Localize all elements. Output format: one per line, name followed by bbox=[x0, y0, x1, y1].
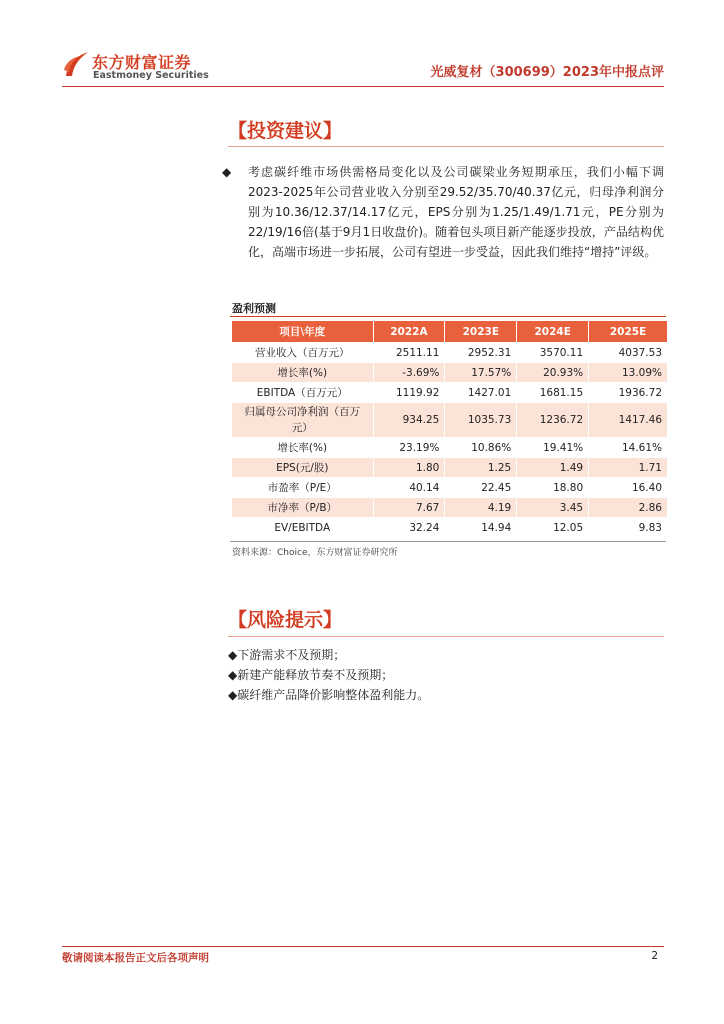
table-cell: 40.14 bbox=[373, 478, 445, 498]
row-label: 市盈率（P/E） bbox=[232, 478, 374, 498]
row-label: EV/EBITDA bbox=[232, 518, 374, 538]
table-cell: 12.05 bbox=[517, 518, 589, 538]
table-cell: 10.86% bbox=[445, 438, 517, 458]
table-cell: 14.61% bbox=[589, 438, 668, 458]
table-cell: 1936.72 bbox=[589, 383, 668, 403]
header-cell-2025e: 2025E bbox=[589, 321, 668, 343]
table-cell: 1.49 bbox=[517, 458, 589, 478]
table-cell: 1.25 bbox=[445, 458, 517, 478]
table-cell: 32.24 bbox=[373, 518, 445, 538]
table-cell: 2511.11 bbox=[373, 343, 445, 363]
row-label: EBITDA（百万元） bbox=[232, 383, 374, 403]
table-cell: 7.67 bbox=[373, 498, 445, 518]
table-cell: 13.09% bbox=[589, 363, 668, 383]
logo-text-cn: 东方财富证券 bbox=[92, 53, 192, 72]
table-header-row bbox=[232, 321, 668, 343]
table-cell: 20.93% bbox=[517, 363, 589, 383]
table-cell: 3.45 bbox=[517, 498, 589, 518]
table-cell: 4.19 bbox=[445, 498, 517, 518]
eastmoney-logo-icon bbox=[62, 50, 90, 80]
page-number: 2 bbox=[651, 950, 658, 962]
footer-divider bbox=[62, 946, 664, 947]
row-label: EPS(元/股) bbox=[232, 458, 374, 478]
row-label: 归属母公司净利润（百万元） bbox=[232, 403, 374, 438]
table-row bbox=[232, 498, 668, 518]
table-cell: 4037.53 bbox=[589, 343, 668, 363]
header-cell-2023e: 2023E bbox=[445, 321, 517, 343]
row-label: 市净率（P/B） bbox=[232, 498, 374, 518]
earnings-forecast-table bbox=[231, 320, 668, 538]
table-cell: 934.25 bbox=[373, 403, 445, 438]
invest-section-title: 【投资建议】 bbox=[228, 120, 343, 142]
table-cell: 18.80 bbox=[517, 478, 589, 498]
table-cell: 1035.73 bbox=[445, 403, 517, 438]
logo-text-en: Eastmoney Securities bbox=[93, 70, 209, 81]
table-cell: 2.86 bbox=[589, 498, 668, 518]
table-caption-divider bbox=[230, 316, 666, 317]
table-cell: 23.19% bbox=[373, 438, 445, 458]
table-cell: 1417.46 bbox=[589, 403, 668, 438]
table-cell: 1427.01 bbox=[445, 383, 517, 403]
header-cell-2024e: 2024E bbox=[517, 321, 589, 343]
table-cell: 16.40 bbox=[589, 478, 668, 498]
table-cell: 3570.11 bbox=[517, 343, 589, 363]
footer-disclaimer: 敬请阅读本报告正文后各项声明 bbox=[62, 952, 209, 964]
table-cell: 1.80 bbox=[373, 458, 445, 478]
table-cell: 14.94 bbox=[445, 518, 517, 538]
list-item: ◆下游需求不及预期； bbox=[228, 648, 346, 662]
table-cell: 1119.92 bbox=[373, 383, 445, 403]
header-divider bbox=[62, 86, 664, 87]
header-cell-2022a: 2022A bbox=[373, 321, 445, 343]
row-label: 营业收入（百万元） bbox=[232, 343, 374, 363]
table-bottom-divider bbox=[230, 541, 666, 542]
table-row bbox=[232, 343, 668, 363]
table-cell: 9.83 bbox=[589, 518, 668, 538]
table-row bbox=[232, 363, 668, 383]
list-item: ◆碳纤维产品降价影响整体盈利能力。 bbox=[228, 688, 430, 702]
row-label: 增长率(%) bbox=[232, 363, 374, 383]
risk-list bbox=[228, 645, 429, 705]
report-title: 光威复材（300699）2023年中报点评 bbox=[430, 65, 664, 80]
list-item: ◆新建产能释放节奏不及预期； bbox=[228, 668, 394, 682]
invest-section-divider bbox=[228, 146, 664, 147]
table-cell: 17.57% bbox=[445, 363, 517, 383]
table-cell: -3.69% bbox=[373, 363, 445, 383]
header-cell-item: 项目\年度 bbox=[232, 321, 374, 343]
table-caption: 盈利预测 bbox=[232, 302, 276, 315]
table-row bbox=[232, 478, 668, 498]
table-row bbox=[232, 438, 668, 458]
risk-section-divider bbox=[228, 636, 664, 637]
risk-section-title: 【风险提示】 bbox=[228, 609, 343, 631]
table-source: 资料来源：Choice，东方财富证券研究所 bbox=[232, 548, 398, 558]
table-cell: 1236.72 bbox=[517, 403, 589, 438]
table-cell: 2952.31 bbox=[445, 343, 517, 363]
table-cell: 1681.15 bbox=[517, 383, 589, 403]
table-cell: 1.71 bbox=[589, 458, 668, 478]
invest-paragraph bbox=[222, 162, 664, 262]
invest-text: 考虑碳纤维市场供需格局变化以及公司碳梁业务短期承压，我们小幅下调2023-2025年公司营业收入分别至29.52/35.70/40.37亿元，归母净利润分别为10.36/12.37/14.17亿元，EPS分别为1.25/1.49/1.71元，PE分别为22/19/16倍(基于9月1日收盘价)。随着包头项目新产能逐步投放，产品结构优化，高端市场进一步拓展，公司有望进一步受益，因此我们维持“增持”评级。 bbox=[248, 165, 664, 259]
company-logo bbox=[62, 48, 232, 84]
table-row bbox=[232, 383, 668, 403]
diamond-bullet-icon: ◆ bbox=[222, 165, 232, 179]
table-cell: 22.45 bbox=[445, 478, 517, 498]
row-label: 增长率(%) bbox=[232, 438, 374, 458]
table-row bbox=[232, 458, 668, 478]
table-row bbox=[232, 518, 668, 538]
table-row bbox=[232, 403, 668, 438]
table-cell: 19.41% bbox=[517, 438, 589, 458]
